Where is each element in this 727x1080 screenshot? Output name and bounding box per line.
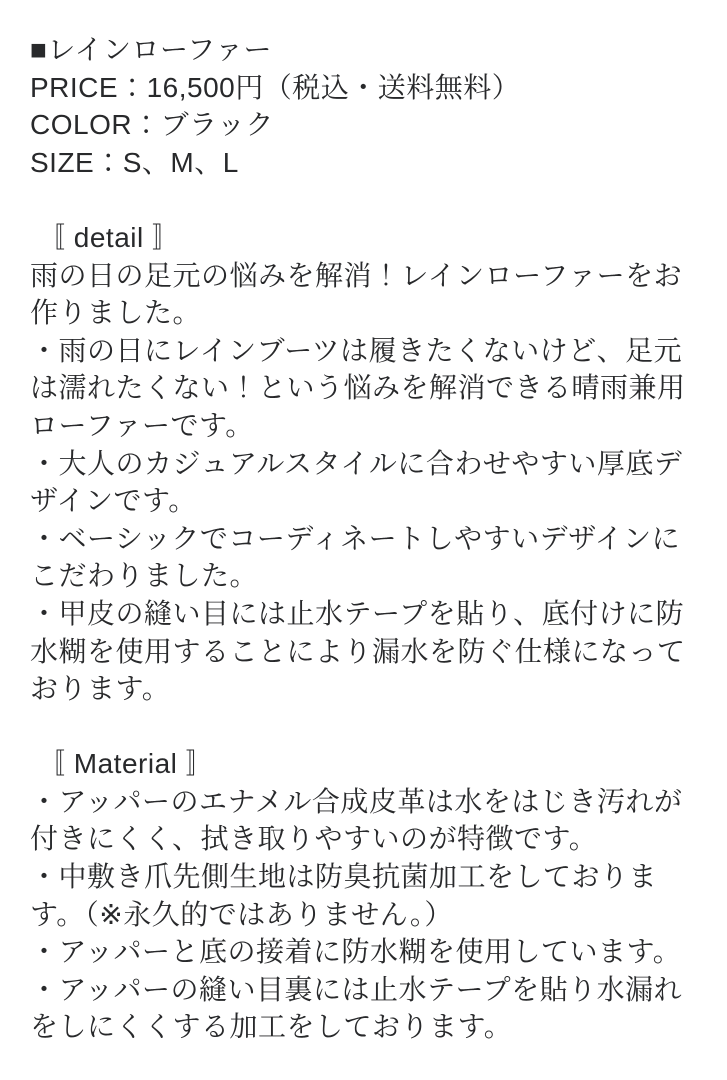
detail-text-line: 作りました。 <box>30 297 202 329</box>
detail-text-line: ・大人のカジュアルスタイルに合わせやすい厚底デ <box>30 447 683 479</box>
detail-text-line: ザインです。 <box>30 485 197 517</box>
product-price: PRICE：16,500円（税込・送料無料） <box>30 71 521 103</box>
material-text-line: ・中敷き爪先側生地は防臭抗菌加工をしておりま <box>30 861 658 893</box>
spacer <box>30 708 710 746</box>
detail-text-line: 水糊を使用することにより漏水を防ぐ仕様になって <box>30 635 686 667</box>
material-text-line: 付きにくく、拭き取りやすいのが特徴です。 <box>30 823 598 855</box>
material-text-line: ・アッパーの縫い目裏には止水テープを貼り水漏れ <box>30 973 683 1005</box>
detail-text-line: ・ベーシックでコーディネートしやすいデザインに <box>30 522 681 554</box>
detail-text-line: おります。 <box>30 673 171 705</box>
detail-section-heading: 〚 detail 〛 <box>37 221 181 253</box>
detail-text-line: 雨の日の足元の悩みを解消！レインローファーをお <box>30 259 683 291</box>
material-text-line: をしにくくする加工をしております。 <box>30 1011 513 1043</box>
product-title: ■レインローファー <box>30 34 273 65</box>
detail-text-line: は濡れたくない！という悩みを解消できる晴雨兼用 <box>30 372 686 404</box>
material-section-heading: 〚 Material 〛 <box>37 748 215 780</box>
material-text-line: ・アッパーのエナメル合成皮革は水をはじき汚れが <box>30 785 683 817</box>
product-size: SIZE：S、M、L <box>30 146 239 178</box>
detail-text-line: ローファーです。 <box>30 409 254 441</box>
detail-text-line: こだわりました。 <box>30 560 259 592</box>
spacer <box>30 181 710 219</box>
product-color: COLOR：ブラック <box>30 109 275 141</box>
detail-text-line: ・甲皮の縫い目には止水テープを貼り、底付けに防 <box>30 597 685 629</box>
detail-text-line: ・雨の日にレインブーツは履きたくないけど、足元 <box>30 334 683 366</box>
material-text-line: ・アッパーと底の接着に防水糊を使用しています。 <box>30 936 682 968</box>
material-text-line: す。（※永久的ではありません。） <box>30 898 453 930</box>
